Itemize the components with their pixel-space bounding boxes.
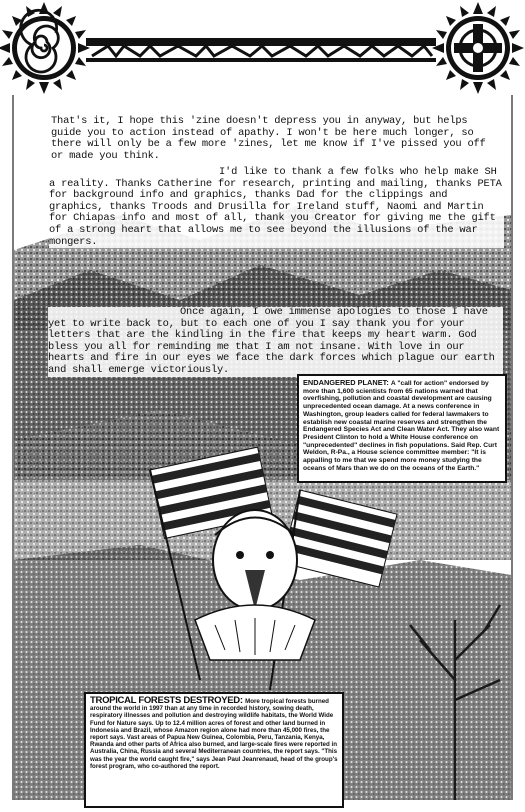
clipping-body: More tropical forests burned around the world in 1997 than at any time in recorded history, sowing death, respiratory illnesses and pollution and destroying wildlife habitats, the World Wide Fund for Nature says. Up to 12.4 million acres of forest and other land burned in Indonesia and Brazil, whose Amazon region alone had more than 45,000 fires, the report says. Vast areas of Papua New Guinea, Colombia, Peru, Tanzania, Kenya, Rwanda and other parts of Africa also burned, and large-scale fires were reported in Australia, China, Russia and several Mediterranean countries, the report says. "This was the year the world caught fire," says Jean Paul Jeanrenaud, head of the group's forest program, who co-authored the report.	[90, 698, 338, 770]
letter-paragraph-2: I'd like to thank a few folks who help make SH a reality. Thanks Catherine for research, printing and mailing, thanks PETA for background info and graphics, thanks Dad for the clippings and graphics, thanks Troods and Drusilla for Ireland stuff, Naomi and Martin for Chiapas info and most of all, thank you Creator for giving me the gift of a strong heart that allows me to see beyond the illusions of the war mongers.	[49, 167, 504, 248]
letter-paragraph-3: Once again, I owe immense apologies to those I have yet to write back to, but to each one of you I say thank you for your letters that are the kindling in the fire that keeps my heart warm. God bless you all for reminding me that I am not insane. With love in our hearts and fire in our eyes we face the dark forces which plague our earth and shall emerge victoriously.	[48, 307, 503, 377]
endangered-planet-clipping	[297, 374, 507, 483]
tropical-forests-clipping	[84, 692, 344, 808]
clipping-body: A "call for action" endorsed by more than 1,600 scientists from 65 nations warned that overfishing, pollution and coastal development are causing unprecedented ocean damage. At a news conference in Washington, group leaders called for federal lawmakers to establish new coastal marine reserves and strengthen the Endangered Species Act and Clean Water Act. They also want President Clinton to hold a White House conference on "unprecedented" declines in fish populations. Said Rep. Curt Weldon, R-Pa., a House science committee member: "It is appalling to me that we spend more money studying the oceans of Mars than we do on the oceans of the Earth."	[303, 380, 500, 472]
clipping-headline: TROPICAL FORESTS DESTROYED:	[90, 695, 246, 706]
right-sun-medallion	[432, 2, 524, 94]
left-sun-medallion	[0, 2, 90, 94]
top-tribal-band	[86, 38, 436, 62]
clipping-headline: ENDANGERED PLANET:	[303, 378, 391, 387]
letter-paragraph-1: That's it, I hope this 'zine doesn't depress you in anyway, but helps guide you to action instead of apathy. I won't be here much longer, so there will only be a few more 'zines, let me know if I've pissed you off or made you think.	[51, 116, 488, 162]
